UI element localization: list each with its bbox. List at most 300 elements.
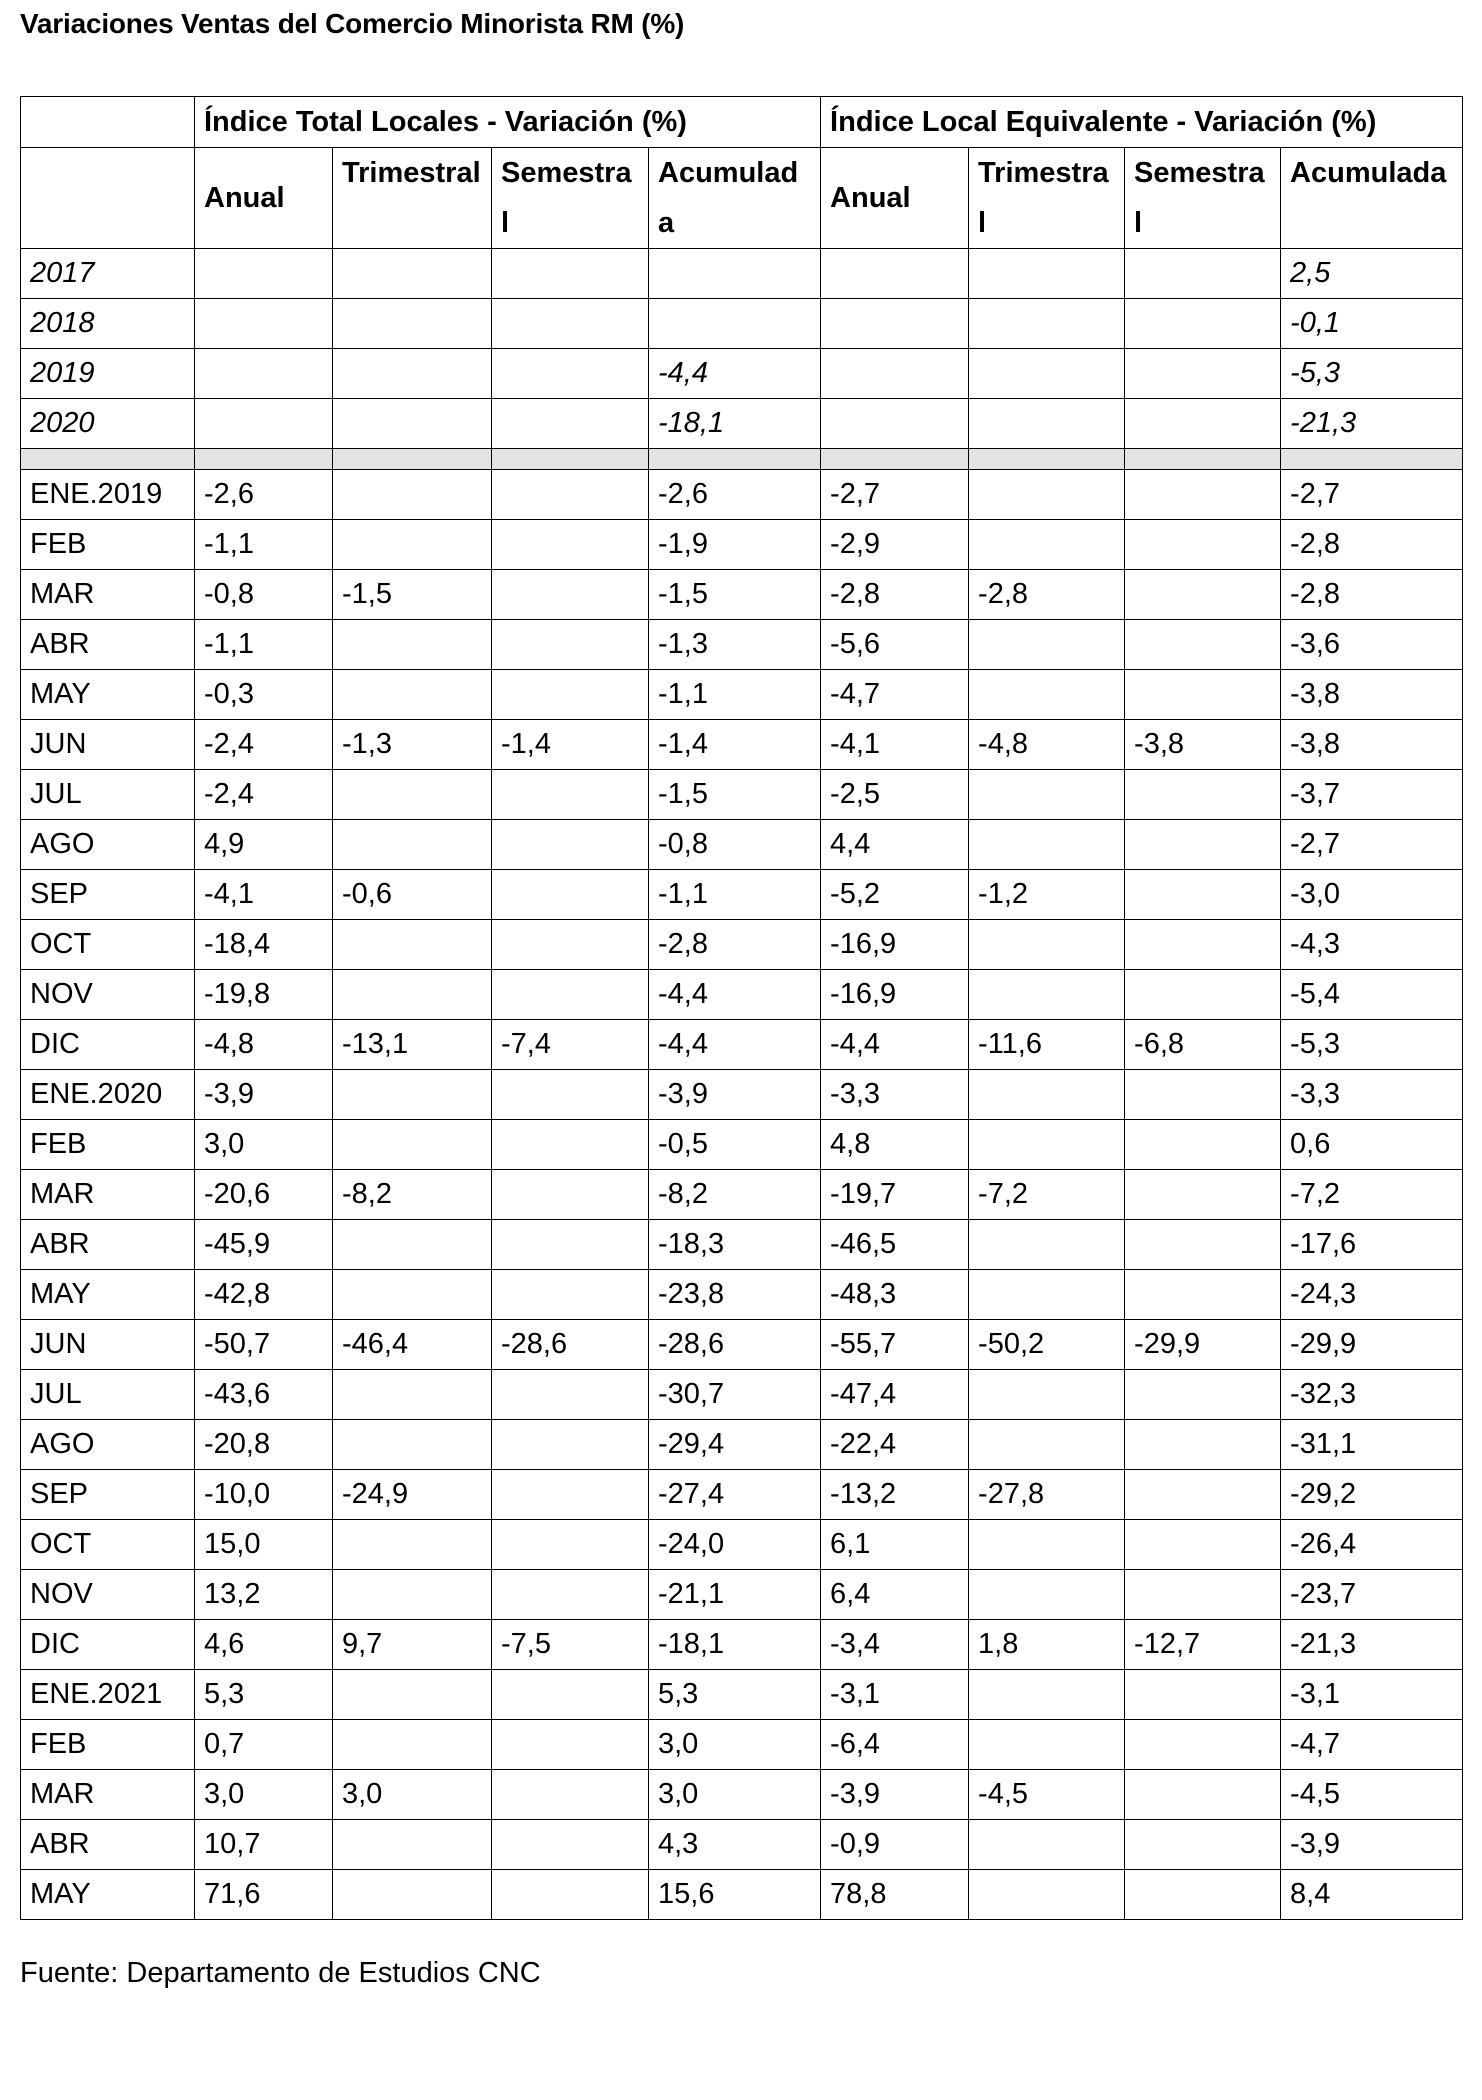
table-cell: 71,6 (195, 1870, 333, 1920)
row-label: MAR (21, 1770, 195, 1820)
table-cell: -1,4 (649, 720, 821, 770)
table-cell: -4,4 (649, 349, 821, 399)
table-cell (333, 1520, 492, 1570)
separator-cell (333, 449, 492, 470)
row-label: MAY (21, 1870, 195, 1920)
table-cell: -3,8 (1281, 670, 1463, 720)
table-row (21, 1670, 1463, 1720)
table-cell: -50,7 (195, 1320, 333, 1370)
table-cell (492, 1370, 649, 1420)
row-label: AGO (21, 820, 195, 870)
table-cell: -1,5 (333, 570, 492, 620)
col-header-anual: Anual (821, 148, 969, 249)
table-cell: -3,1 (1281, 1670, 1463, 1720)
table-cell (969, 1270, 1125, 1320)
row-label: 2017 (21, 249, 195, 299)
row-label: SEP (21, 870, 195, 920)
table-cell: 6,4 (821, 1570, 969, 1620)
table-cell: -1,3 (333, 720, 492, 770)
source-note: Fuente: Departamento de Estudios CNC (20, 1957, 541, 1989)
col-header-semestral: Semestral (1125, 148, 1281, 249)
table-cell: 4,3 (649, 1820, 821, 1870)
table-row (21, 820, 1463, 870)
table-row (21, 1820, 1463, 1870)
table-cell: -4,5 (1281, 1770, 1463, 1820)
table-cell (492, 1870, 649, 1920)
table-cell: -13,1 (333, 1020, 492, 1070)
table-cell: -21,3 (1281, 1620, 1463, 1670)
table-row (21, 1870, 1463, 1920)
table-cell: -42,8 (195, 1270, 333, 1320)
table-cell: -1,5 (649, 770, 821, 820)
table-cell: -8,2 (649, 1170, 821, 1220)
table-cell: -0,8 (195, 570, 333, 620)
table-row (21, 720, 1463, 770)
row-label: ENE.2019 (21, 470, 195, 520)
table-cell: -21,1 (649, 1570, 821, 1620)
table-row (21, 470, 1463, 520)
table-row (21, 1770, 1463, 1820)
table-cell (1125, 870, 1281, 920)
table-cell (195, 399, 333, 449)
table-cell: -2,7 (1281, 470, 1463, 520)
table-cell: -24,9 (333, 1470, 492, 1520)
table-cell (492, 1420, 649, 1470)
table-row (21, 520, 1463, 570)
separator-cell (195, 449, 333, 470)
table-cell: -4,1 (821, 720, 969, 770)
table-cell (969, 1520, 1125, 1570)
table-row (21, 570, 1463, 620)
table-cell: 15,0 (195, 1520, 333, 1570)
table-cell (1125, 1820, 1281, 1870)
table-cell: -2,5 (821, 770, 969, 820)
table-cell (492, 1820, 649, 1870)
corner-cell (21, 97, 195, 148)
table-cell (969, 1720, 1125, 1770)
table-cell (969, 249, 1125, 299)
table-cell: -0,9 (821, 1820, 969, 1870)
table-cell: -27,4 (649, 1470, 821, 1520)
table-cell: -4,7 (821, 670, 969, 720)
row-label: MAR (21, 1170, 195, 1220)
col-header-acumulada: Acumulada (1281, 148, 1463, 249)
table-cell: -1,2 (969, 870, 1125, 920)
table-cell (1125, 920, 1281, 970)
row-label: MAR (21, 570, 195, 620)
table-cell: -3,7 (1281, 770, 1463, 820)
table-cell (333, 1870, 492, 1920)
table-cell: -2,8 (1281, 520, 1463, 570)
table-cell (333, 1220, 492, 1270)
table-cell (492, 1220, 649, 1270)
table-cell (333, 770, 492, 820)
table-cell: -10,0 (195, 1470, 333, 1520)
table-cell (333, 920, 492, 970)
table-cell: 5,3 (195, 1670, 333, 1720)
table-cell (333, 1570, 492, 1620)
table-cell (1125, 1670, 1281, 1720)
row-label: MAY (21, 1270, 195, 1320)
table-cell (492, 1170, 649, 1220)
table-row (21, 349, 1463, 399)
table-cell: -3,8 (1281, 720, 1463, 770)
table-cell (821, 399, 969, 449)
table-cell: -29,4 (649, 1420, 821, 1470)
table-cell (1125, 520, 1281, 570)
group-header-total-locales: Índice Total Locales - Variación (%) (195, 97, 821, 148)
row-label: 2018 (21, 299, 195, 349)
table-row (21, 1720, 1463, 1770)
table-cell: -7,4 (492, 1020, 649, 1070)
table-cell (333, 1270, 492, 1320)
table-cell (492, 520, 649, 570)
separator-cell (821, 449, 969, 470)
table-cell (333, 620, 492, 670)
table-cell: -2,7 (821, 470, 969, 520)
row-label: MAY (21, 670, 195, 720)
table-cell (969, 1220, 1125, 1270)
table-cell: -22,4 (821, 1420, 969, 1470)
row-label: FEB (21, 520, 195, 570)
col-header-anual: Anual (195, 148, 333, 249)
table-row (21, 770, 1463, 820)
table-cell (1125, 820, 1281, 870)
table-cell (1125, 1070, 1281, 1120)
table-cell (969, 770, 1125, 820)
table-cell (969, 470, 1125, 520)
table-cell (969, 1420, 1125, 1470)
table-cell (333, 820, 492, 870)
table-cell (969, 1120, 1125, 1170)
table-cell (333, 299, 492, 349)
table-cell (969, 1370, 1125, 1420)
table-cell: -47,4 (821, 1370, 969, 1420)
table-cell: -48,3 (821, 1270, 969, 1320)
table-cell (1125, 1770, 1281, 1820)
table-cell (492, 970, 649, 1020)
table-cell: -4,7 (1281, 1720, 1463, 1770)
table-cell (333, 520, 492, 570)
table-cell: 5,3 (649, 1670, 821, 1720)
table-cell (492, 920, 649, 970)
table-cell: -2,8 (649, 920, 821, 970)
table-cell (492, 1470, 649, 1520)
table-cell: -8,2 (333, 1170, 492, 1220)
table-cell (1125, 1720, 1281, 1770)
table-cell: 13,2 (195, 1570, 333, 1620)
row-label: JUL (21, 1370, 195, 1420)
table-cell: -1,1 (649, 670, 821, 720)
table-cell: -46,4 (333, 1320, 492, 1370)
row-label: SEP (21, 1470, 195, 1520)
table-cell (333, 399, 492, 449)
table-cell (492, 249, 649, 299)
table-cell (1125, 1470, 1281, 1520)
table-cell: -3,4 (821, 1620, 969, 1670)
table-cell (195, 349, 333, 399)
table-cell: -23,8 (649, 1270, 821, 1320)
table-cell (969, 1670, 1125, 1720)
table-cell: -4,4 (649, 1020, 821, 1070)
table-cell (969, 620, 1125, 670)
table-row (21, 1370, 1463, 1420)
table-cell: -18,1 (649, 1620, 821, 1670)
col-header-trimestral: Trimestral (969, 148, 1125, 249)
separator-cell (969, 449, 1125, 470)
table-cell (1125, 349, 1281, 399)
table-cell (333, 1720, 492, 1770)
retail-sales-table (20, 96, 1463, 1920)
table-cell (969, 670, 1125, 720)
table-cell: -3,9 (821, 1770, 969, 1820)
table-cell (969, 970, 1125, 1020)
table-cell: -7,5 (492, 1620, 649, 1670)
row-label: JUN (21, 1320, 195, 1370)
table-cell (492, 670, 649, 720)
row-label: ABR (21, 1220, 195, 1270)
row-label: NOV (21, 970, 195, 1020)
table-cell (333, 1670, 492, 1720)
table-cell: -1,3 (649, 620, 821, 670)
row-label: OCT (21, 1520, 195, 1570)
table-cell: -3,3 (821, 1070, 969, 1120)
table-cell: -28,6 (649, 1320, 821, 1370)
row-label: JUL (21, 770, 195, 820)
table-cell (333, 1420, 492, 1470)
table-cell (969, 299, 1125, 349)
table-cell: -3,9 (1281, 1820, 1463, 1870)
table-cell: -18,1 (649, 399, 821, 449)
table-cell (492, 1770, 649, 1820)
table-cell (333, 1120, 492, 1170)
table-cell (492, 570, 649, 620)
table-cell: -2,8 (969, 570, 1125, 620)
col-header-trimestral: Trimestral (333, 148, 492, 249)
table-cell: -13,2 (821, 1470, 969, 1520)
table-cell: 3,0 (649, 1720, 821, 1770)
separator-cell (492, 449, 649, 470)
separator-cell (1125, 449, 1281, 470)
table-cell: -2,7 (1281, 820, 1463, 870)
table-cell: -6,4 (821, 1720, 969, 1770)
table-cell (1125, 1570, 1281, 1620)
table-cell: -5,6 (821, 620, 969, 670)
table-cell: -5,2 (821, 870, 969, 920)
table-cell (333, 970, 492, 1020)
group-header-row (21, 97, 1463, 148)
table-cell (1125, 470, 1281, 520)
table-cell (333, 249, 492, 299)
row-label: ABR (21, 1820, 195, 1870)
separator-cell (21, 449, 195, 470)
table-row (21, 1420, 1463, 1470)
table-row (21, 249, 1463, 299)
table-cell: 3,0 (195, 1770, 333, 1820)
table-cell: -2,4 (195, 720, 333, 770)
table-cell (969, 1820, 1125, 1870)
table-cell: -18,4 (195, 920, 333, 970)
table-cell: 3,0 (333, 1770, 492, 1820)
table-cell (492, 770, 649, 820)
table-cell: -3,6 (1281, 620, 1463, 670)
table-cell: -3,1 (821, 1670, 969, 1720)
table-cell (492, 870, 649, 920)
table-cell (333, 1820, 492, 1870)
row-label: JUN (21, 720, 195, 770)
table-cell: -1,1 (649, 870, 821, 920)
page-title: Variaciones Ventas del Comercio Minorista RM (%) (20, 8, 685, 39)
table-cell: -29,2 (1281, 1470, 1463, 1520)
table-cell: -0,8 (649, 820, 821, 870)
table-row (21, 1220, 1463, 1270)
table-cell: -46,5 (821, 1220, 969, 1270)
table-cell (1125, 570, 1281, 620)
table-cell: -7,2 (969, 1170, 1125, 1220)
table-cell (969, 349, 1125, 399)
table-cell (333, 1070, 492, 1120)
table-cell (1125, 1370, 1281, 1420)
table-cell: -0,3 (195, 670, 333, 720)
table-cell: -2,4 (195, 770, 333, 820)
table-cell (1125, 1120, 1281, 1170)
table-cell: -19,8 (195, 970, 333, 1020)
row-label: FEB (21, 1120, 195, 1170)
table-cell (821, 249, 969, 299)
table-cell (969, 399, 1125, 449)
table-cell: 2,5 (1281, 249, 1463, 299)
table-cell (1125, 1170, 1281, 1220)
table-cell (1125, 299, 1281, 349)
table-cell: -21,3 (1281, 399, 1463, 449)
table-cell (492, 399, 649, 449)
table-row (21, 1170, 1463, 1220)
table-cell: 4,4 (821, 820, 969, 870)
table-row (21, 1320, 1463, 1370)
table-cell (1125, 1870, 1281, 1920)
table-cell: -0,6 (333, 870, 492, 920)
table-cell: -4,3 (1281, 920, 1463, 970)
table-cell (969, 1570, 1125, 1620)
table-cell (492, 299, 649, 349)
table-cell (649, 299, 821, 349)
table-cell: -2,8 (821, 570, 969, 620)
table-cell: -24,3 (1281, 1270, 1463, 1320)
table-cell: -3,9 (195, 1070, 333, 1120)
row-label: ENE.2020 (21, 1070, 195, 1120)
table-cell: -23,7 (1281, 1570, 1463, 1620)
table-cell (1125, 1220, 1281, 1270)
table-cell: -0,1 (1281, 299, 1463, 349)
table-row (21, 1120, 1463, 1170)
table-row (21, 1020, 1463, 1070)
table-cell: -4,1 (195, 870, 333, 920)
table-row (21, 1570, 1463, 1620)
table-cell (333, 670, 492, 720)
table-cell: -29,9 (1281, 1320, 1463, 1370)
table-cell (1125, 1520, 1281, 1570)
row-label: 2019 (21, 349, 195, 399)
table-cell (1125, 1420, 1281, 1470)
table-cell: -3,3 (1281, 1070, 1463, 1120)
table-cell: -30,7 (649, 1370, 821, 1420)
table-cell (969, 1870, 1125, 1920)
table-cell: -16,9 (821, 920, 969, 970)
table-cell: -4,8 (969, 720, 1125, 770)
table-cell: -1,9 (649, 520, 821, 570)
table-cell: -1,4 (492, 720, 649, 770)
table-cell (1125, 399, 1281, 449)
table-cell (492, 1270, 649, 1320)
table-cell (969, 1070, 1125, 1120)
row-label: ENE.2021 (21, 1670, 195, 1720)
table-cell: -4,4 (649, 970, 821, 1020)
table-cell (492, 1670, 649, 1720)
table-body (21, 249, 1463, 1920)
sub-header-row (21, 148, 1463, 249)
table-row (21, 1520, 1463, 1570)
table-cell: -1,1 (195, 620, 333, 670)
table-row (21, 970, 1463, 1020)
table-cell: -29,9 (1125, 1320, 1281, 1370)
table-cell: -24,0 (649, 1520, 821, 1570)
table-row (21, 1070, 1463, 1120)
separator-row (21, 449, 1463, 470)
table-cell: 1,8 (969, 1620, 1125, 1670)
table-cell (333, 349, 492, 399)
table-cell: -19,7 (821, 1170, 969, 1220)
table-cell: 6,1 (821, 1520, 969, 1570)
table-cell (1125, 770, 1281, 820)
table-cell: -16,9 (821, 970, 969, 1020)
table-cell (821, 349, 969, 399)
table-cell (1125, 1270, 1281, 1320)
table-cell (1125, 620, 1281, 670)
separator-cell (649, 449, 821, 470)
row-label: FEB (21, 1720, 195, 1770)
table-cell (492, 1120, 649, 1170)
table-cell: -2,9 (821, 520, 969, 570)
table-row (21, 870, 1463, 920)
table-cell (195, 299, 333, 349)
table-row (21, 620, 1463, 670)
table-row (21, 299, 1463, 349)
row-label: DIC (21, 1020, 195, 1070)
table-cell: -5,4 (1281, 970, 1463, 1020)
table-cell: -1,5 (649, 570, 821, 620)
separator-cell (1281, 449, 1463, 470)
row-label: 2020 (21, 399, 195, 449)
row-label: AGO (21, 1420, 195, 1470)
table-cell (649, 249, 821, 299)
table-cell (492, 1070, 649, 1120)
table-cell: -11,6 (969, 1020, 1125, 1070)
table-cell (969, 520, 1125, 570)
table-cell: -20,6 (195, 1170, 333, 1220)
table-cell (492, 620, 649, 670)
table-cell: -27,8 (969, 1470, 1125, 1520)
table-row (21, 1620, 1463, 1670)
table-cell: -20,8 (195, 1420, 333, 1470)
table-cell: -6,8 (1125, 1020, 1281, 1070)
table-cell: -4,4 (821, 1020, 969, 1070)
table-cell: -32,3 (1281, 1370, 1463, 1420)
table-cell: -43,6 (195, 1370, 333, 1420)
table-cell (1125, 970, 1281, 1020)
table-cell: 4,9 (195, 820, 333, 870)
table-cell: 4,6 (195, 1620, 333, 1670)
table-cell (821, 299, 969, 349)
